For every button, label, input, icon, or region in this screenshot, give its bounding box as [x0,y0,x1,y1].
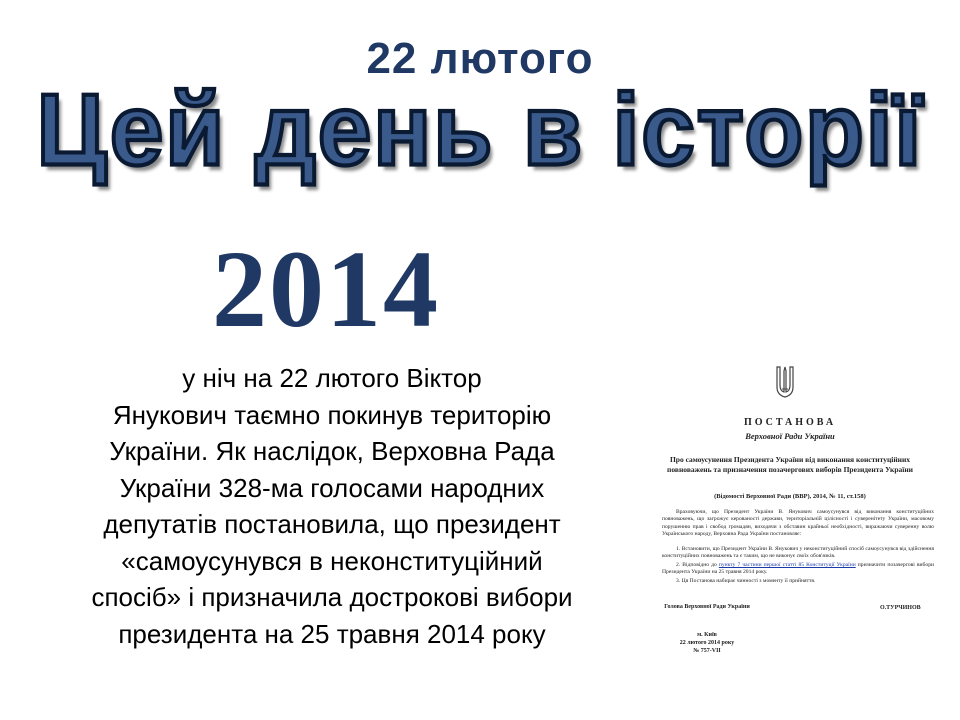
year-heading: 2014 [212,228,440,350]
document-date: 22 лютого 2014 року [679,640,735,646]
constitution-link[interactable]: пункту 7 частини першої статті 85 Конституції України [718,562,856,568]
description-line: України. Як наслідок, Верховна Рада [109,436,555,466]
item-2-text-end: призначити позачергові вибори Президента України на 25 травня 2014 року. [662,562,934,576]
description-line: президента на 25 травня 2014 року [118,618,546,649]
page-title: Цей день в історії [36,74,924,187]
document-item-2 [662,562,934,577]
signer-name: О.ТУРЧИНОВ [880,605,921,611]
description-line: у ніч на 22 лютого Віктор [182,363,482,393]
document-type: ПОСТАНОВА [743,417,837,428]
description-line: України 328-ма голосами народних [119,472,545,503]
resolution-document-image [640,365,940,665]
document-place-date [662,631,752,655]
description-line: «самоусунувся в неконституційний [121,545,543,576]
date-heading: 22 лютого [366,34,594,83]
document-number: № 757-VII [693,648,721,654]
description-line: спосіб» і призначила дострокові вибори [91,582,573,612]
document-source: (Відомості Верховної Ради (ВВР), 2014, № 11, ст.158) [714,493,866,500]
description-line: Янукович таємно покинув територію [112,399,552,430]
item-2-text: 2. Відповідно до [676,562,719,568]
document-subject: Про самоусунення Президента України від виконання конституційних повноважень та призначення позачергових виборів Президента України [667,455,913,474]
document-item-1: 1. Встановити, що Президент України В. Янукович у неконституційний спосіб самоусунувся від здійснення конституційних повноважень та є таким, що не виконує своїх обов'язків. [662,546,934,560]
document-place: м. Київ [697,632,717,638]
document-item-3: 3. Ця Постанова набирає чинності з моменту її прийняття. [676,578,816,584]
document-issuer: Верховної Ради України [745,431,835,441]
event-description [22,360,642,652]
trident-icon [774,365,796,399]
signer-title: Голова Верховної Ради України [664,604,750,610]
document-preamble: Враховуючи, що Президент України В. Янукович самоусунувся від виконання конституційних повноважень, що загрожує керованості держави, територіальній цілісності і суверенітету України, масовому порушенню прав і свобод громадян, виходячи з обставин крайньої необхідності, виражаючи суверенну волю Українського народу, Верховна Рада України постановляє: [662,509,934,538]
description-line: депутатів постановила, що президент [103,509,561,539]
